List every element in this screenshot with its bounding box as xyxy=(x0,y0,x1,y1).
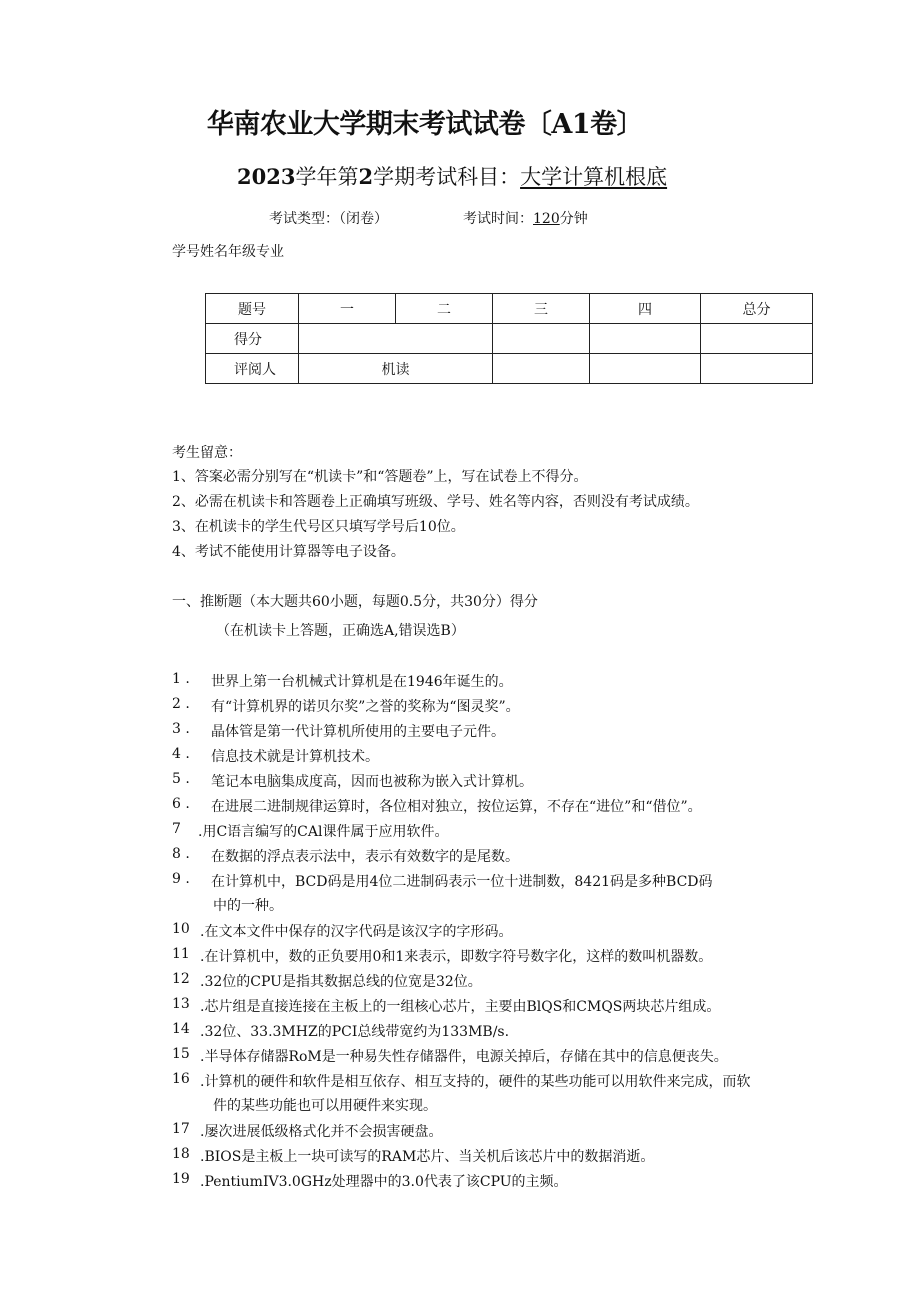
question-text: 笔记本电脑集成度高，因而也被称为嵌入式计算机。 xyxy=(211,774,533,790)
question-number: 17 xyxy=(172,1121,190,1137)
notice-item: 2、必需在机读卡和答题卷上正确填写班级、学号、姓名等内容，否则没有考试成绩。 xyxy=(172,494,699,510)
question-number: 2 . xyxy=(172,696,190,712)
question-number: 9 . xyxy=(172,871,190,887)
question-number: 16 xyxy=(172,1071,190,1087)
question-number: 7 xyxy=(172,821,181,837)
question-number: 11 xyxy=(172,946,190,962)
score-row-label: 得分 xyxy=(206,324,299,354)
exam-title: 华南农业大学期末考试试卷〔A1卷〕 xyxy=(206,109,644,140)
exam-subtitle xyxy=(237,161,667,191)
question-number: 1 . xyxy=(172,671,190,687)
header-cell-3: 三 xyxy=(493,294,590,324)
question-number: 10 xyxy=(172,921,190,937)
question-text: 有“计算机界的诺贝尔奖”之誉的奖称为“图灵奖”。 xyxy=(211,699,520,715)
notice-item: 4、考试不能使用计算器等电子设备。 xyxy=(172,544,405,560)
question-text: 晶体管是第一代计算机所使用的主要电子元件。 xyxy=(211,724,505,740)
score-cell-4 xyxy=(590,324,701,354)
question-text: .PentiumIV3.0GHz处理器中的3.0代表了该CPU的主频。 xyxy=(200,1174,568,1190)
header-cell-4: 四 xyxy=(590,294,701,324)
question-text: .计算机的硬件和软件是相互依存、相互支持的，硬件的某些功能可以用软件来完成，而软 xyxy=(200,1074,751,1090)
exam-time-unit: 分钟 xyxy=(559,211,588,227)
exam-time-label: 考试时间： xyxy=(463,211,533,227)
header-cell-number: 题号 xyxy=(206,294,299,324)
student-info-line: 学号姓名年级专业 xyxy=(172,244,284,260)
question-text: .32位、33.3MHZ的PCI总线带宽约为133MB∕s. xyxy=(200,1024,510,1040)
subtitle-subject-label: 学期考试科目： xyxy=(373,165,521,189)
section1-instruction: （在机读卡上答题，正确选A,错误选B） xyxy=(216,623,465,639)
exam-time-value: 120 xyxy=(533,211,560,227)
reviewer-row-label: 评阅人 xyxy=(206,354,299,384)
question-number: 3 . xyxy=(172,721,190,737)
question-text: .在计算机中，数的正负要用0和1来表示，即数字符号数字化，这样的数叫机器数。 xyxy=(200,949,713,965)
notice-item: 1、答案必需分别写在“机读卡”和“答题卷”上，写在试卷上不得分。 xyxy=(172,469,588,485)
notice-item: 3、在机读卡的学生代号区只填写学号后10位。 xyxy=(172,519,465,535)
score-table-header-row xyxy=(206,294,813,324)
question-text: .用C语言编写的CAl课件属于应用软件。 xyxy=(198,824,449,840)
section1-heading: 一、推断题（本大题共60小题，每题0.5分，共30分）得分 xyxy=(172,594,538,610)
question-text: 在进展二进制规律运算时，各位相对独立，按位运算，不存在“进位”和“借位”。 xyxy=(211,799,702,815)
score-cell-3 xyxy=(493,324,590,354)
question-text: .32位的CPU是指其数据总线的位宽是32位。 xyxy=(200,974,482,990)
header-cell-2: 二 xyxy=(396,294,493,324)
subtitle-mid: 学年第 xyxy=(295,165,359,189)
exam-type: 考试类型：（闭卷） xyxy=(269,211,388,227)
score-cell-total xyxy=(701,324,813,354)
header-cell-1: 一 xyxy=(299,294,396,324)
question-text: .BIOS是主板上一块可读写的RAM芯片、当关机后该芯片中的数据消逝。 xyxy=(200,1149,655,1165)
question-number: 18 xyxy=(172,1146,190,1162)
question-number: 12 xyxy=(172,971,190,987)
exam-time xyxy=(463,208,588,228)
question-number: 19 xyxy=(172,1171,190,1187)
question-text-continuation: 件的某些功能也可以用硬件来实现。 xyxy=(213,1098,437,1114)
reviewer-cell-3 xyxy=(493,354,590,384)
question-number: 13 xyxy=(172,996,190,1012)
subtitle-course: 大学计算机根底 xyxy=(520,165,668,189)
question-number: 15 xyxy=(172,1046,190,1062)
score-table-score-row xyxy=(206,324,813,354)
question-number: 5 . xyxy=(172,771,190,787)
subtitle-year: 2023 xyxy=(237,164,296,189)
question-number: 6 . xyxy=(172,796,190,812)
question-text: 在计算机中，BCD码是用4位二进制码表示一位十进制数，8421码是多种BCD码 xyxy=(211,874,713,890)
header-cell-total: 总分 xyxy=(701,294,813,324)
score-table-reviewer-row xyxy=(206,354,813,384)
reviewer-machine-cell: 机读 xyxy=(299,354,493,384)
question-number: 14 xyxy=(172,1021,190,1037)
subtitle-term: 2 xyxy=(358,164,374,189)
question-text: 世界上第一台机械式计算机是在1946年诞生的。 xyxy=(211,674,513,690)
question-text-continuation: 中的一种。 xyxy=(213,898,283,914)
question-text: .在文本文件中保存的汉字代码是该汉字的字形码。 xyxy=(200,924,513,940)
reviewer-cell-4 xyxy=(590,354,701,384)
reviewer-cell-total xyxy=(701,354,813,384)
notice-title: 考生留意： xyxy=(172,445,242,461)
question-number: 4 . xyxy=(172,746,190,762)
score-cell-1-2 xyxy=(299,324,493,354)
score-table xyxy=(205,293,813,384)
question-number: 8 . xyxy=(172,846,190,862)
question-text: 在数据的浮点表示法中，表示有效数字的是尾数。 xyxy=(211,849,519,865)
question-text: 信息技术就是计算机技术。 xyxy=(211,749,379,765)
question-text: .半导体存储器RoM是一种易失性存储器件，电源关掉后，存储在其中的信息便丧失。 xyxy=(200,1049,728,1065)
question-text: .屡次进展低级格式化并不会损害硬盘。 xyxy=(200,1124,443,1140)
question-text: .芯片组是直接连接在主板上的一组核心芯片，主要由BlQS和CMQS两块芯片组成。 xyxy=(200,999,721,1015)
